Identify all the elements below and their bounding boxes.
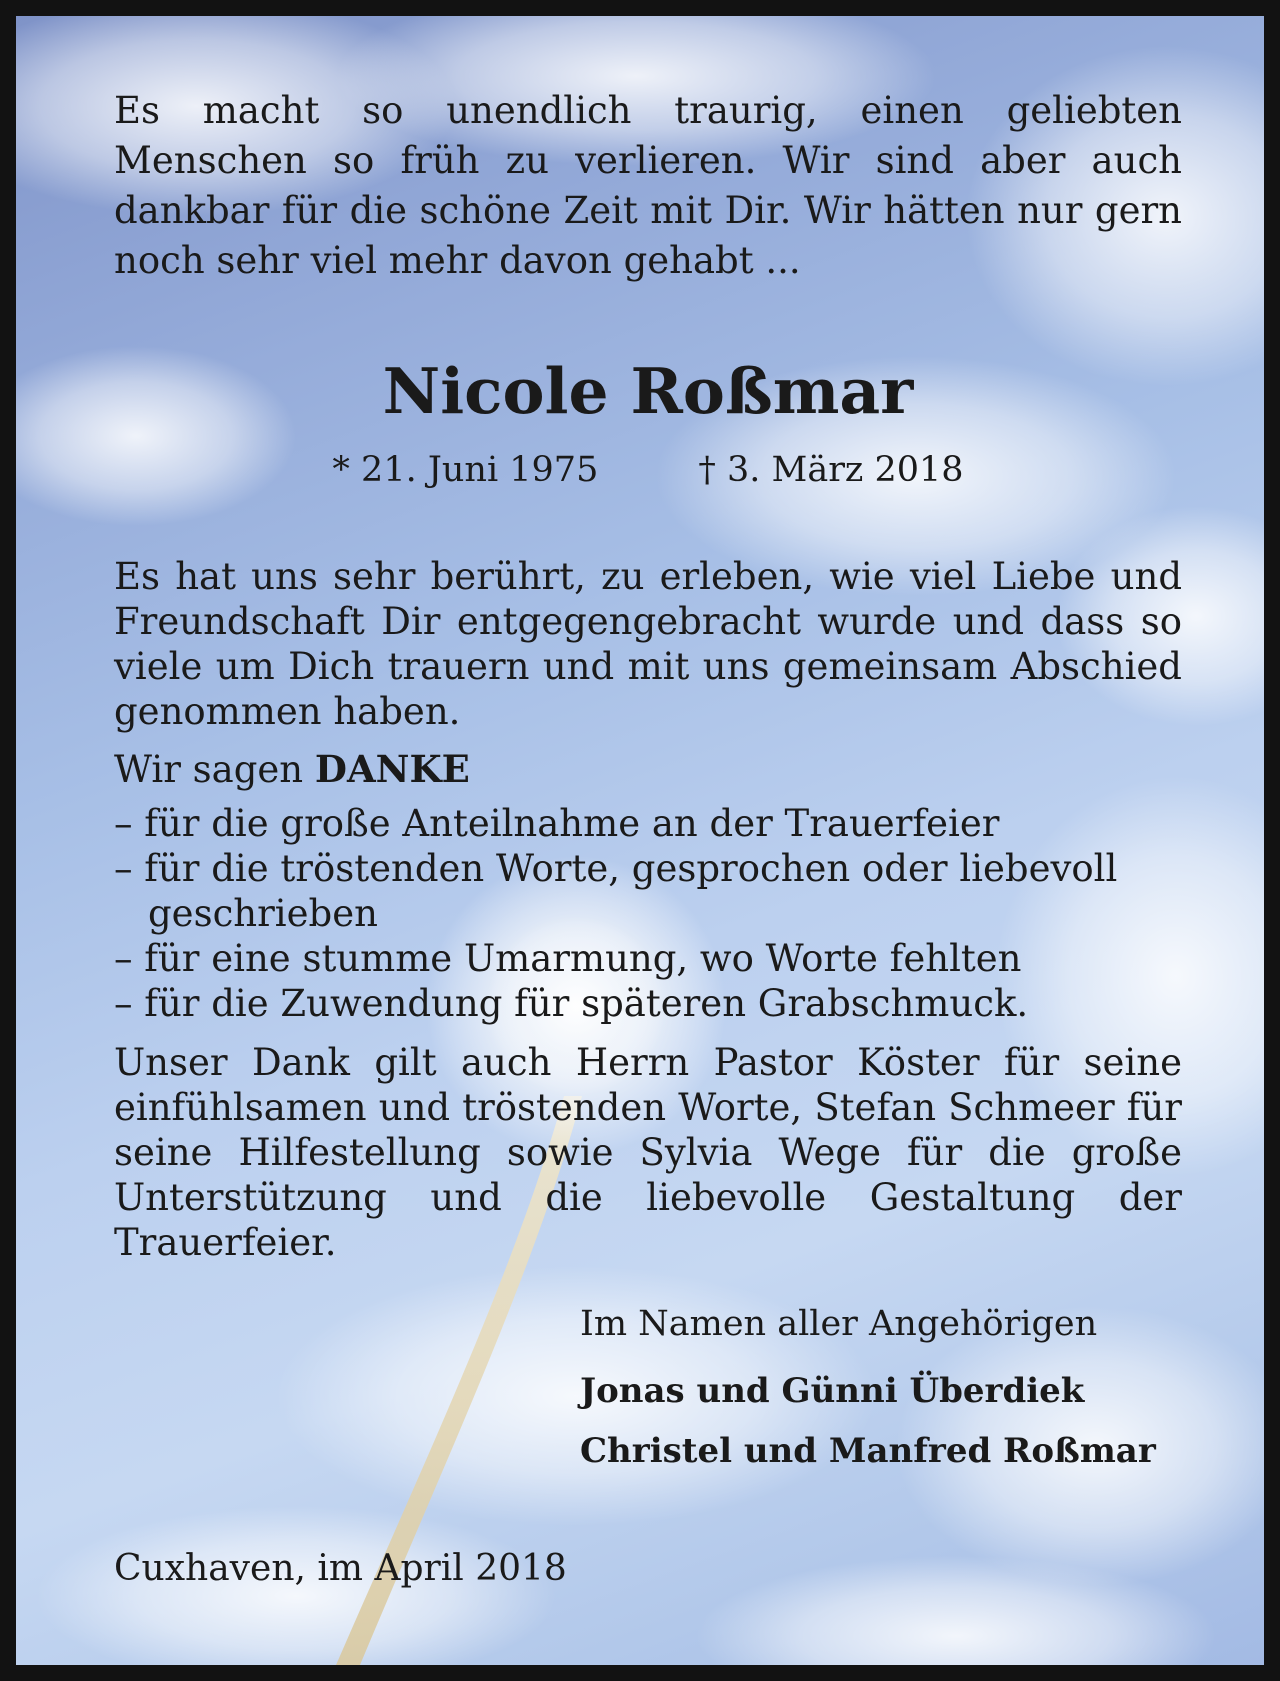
list-item: – für die tröstenden Worte, gesprochen oder liebevoll geschrieben: [114, 847, 1118, 935]
mourner-names: [580, 1361, 1182, 1481]
list-item: – für eine stumme Umarmung, wo Worte fehlten: [114, 937, 1022, 980]
life-dates: [114, 448, 1182, 498]
deceased-name: Nicole Roßmar: [382, 354, 914, 428]
thanks-emphasis: DANKE: [314, 747, 470, 791]
list-item: – für die Zuwendung für späteren Grabschmuck.: [114, 982, 1029, 1025]
signature-block: [580, 1299, 1182, 1481]
thanks-heading: [114, 744, 1182, 795]
gratitude-paragraph: Es hat uns sehr berührt, zu erleben, wie viel Liebe und Freundschaft Dir entgegengebracht wurde und dass so viele um Dich trauern und mit uns gemeinsam Abschied genommen haben.: [114, 555, 1182, 733]
thanks-lead: Wir sagen: [114, 748, 304, 791]
mourner-name: Christel und Manfred Roßmar: [580, 1431, 1156, 1471]
death-date: † 3. März 2018: [698, 450, 964, 490]
birth-date: * 21. Juni 1975: [332, 450, 599, 490]
place-and-date: Cuxhaven, im April 2018: [114, 1548, 567, 1589]
list-item: – für die große Anteilnahme an der Trauerfeier: [114, 802, 1000, 845]
special-thanks-paragraph: Unser Dank gilt auch Herrn Pastor Köster für seine einfühlsamen und tröstenden Worte, Stefan Schmeer für seine Hilfestellung sowie Sylvia Wege für die große Unterstützung und die liebevolle Gestaltung der Trauerfeier.: [114, 1041, 1182, 1264]
on-behalf-line: Im Namen aller Angehörigen: [580, 1304, 1098, 1344]
obituary-text: [114, 86, 1182, 1589]
intro-paragraph: Es macht so unendlich traurig, einen geliebten Menschen so früh zu verlieren. Wir sind aber auch dankbar für die schöne Zeit mit Dir. Wir hätten nur gern noch sehr viel mehr davon gehabt ...: [114, 89, 1182, 282]
mourner-name: Jonas und Günni Überdiek: [580, 1371, 1085, 1411]
thanks-list: [114, 801, 1182, 1026]
